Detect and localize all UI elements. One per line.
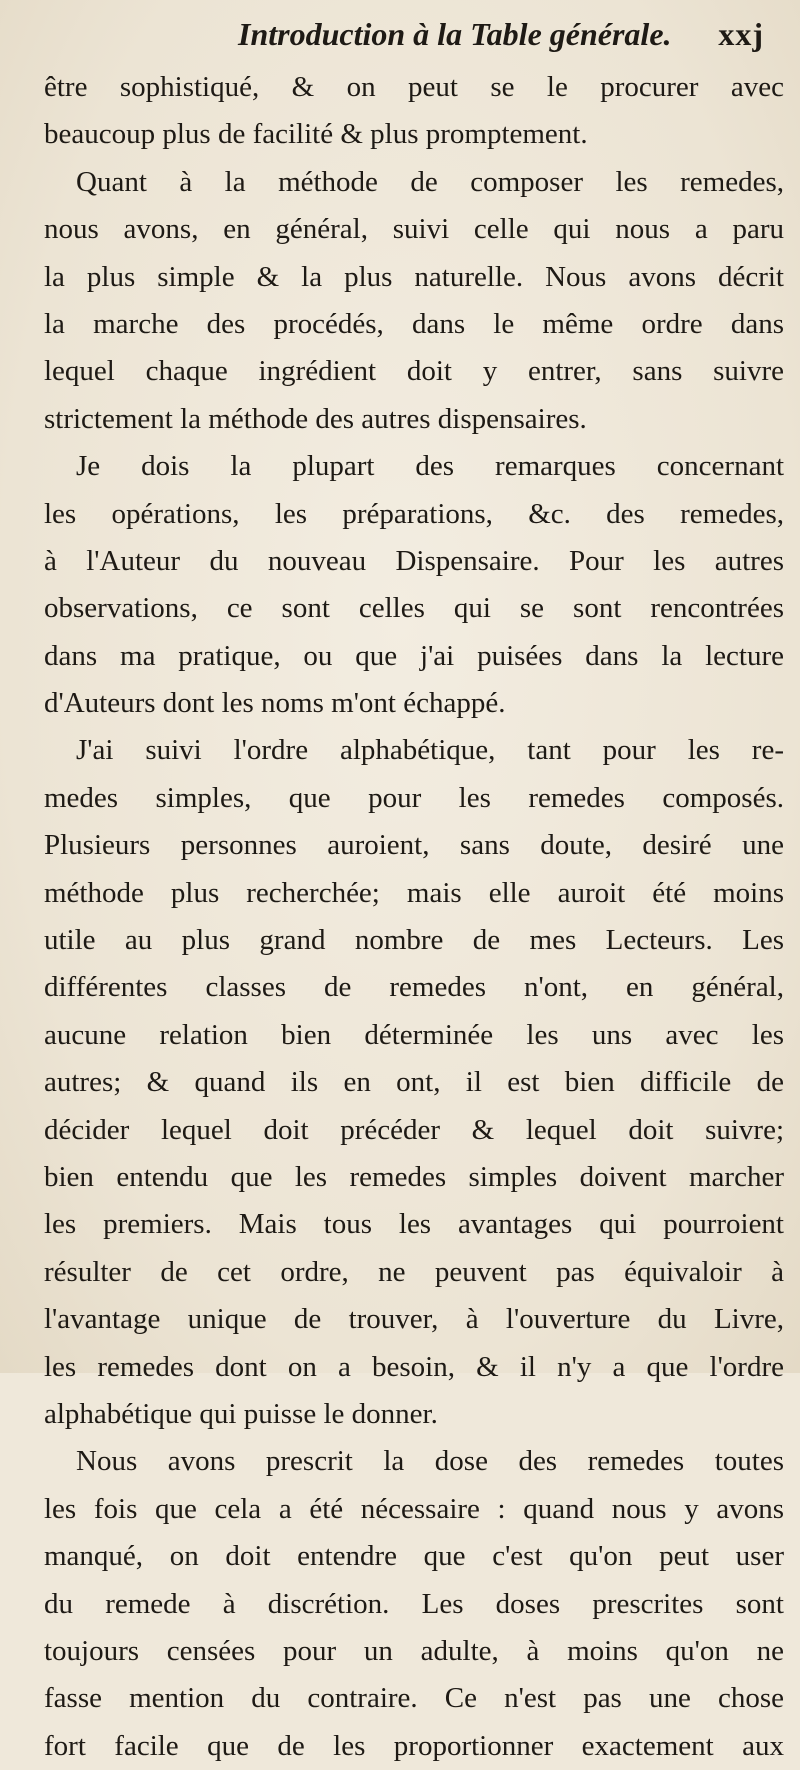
text-line: d'Auteurs dont les noms m'ont échappé. bbox=[44, 687, 506, 720]
text-line: dans ma pratique, ou que j'ai puisées dans la lecture bbox=[44, 639, 784, 672]
text-line: la marche des procédés, dans le même ordre dans bbox=[44, 307, 784, 340]
text-line: autres; & quand ils en ont, il est bien difficile de bbox=[44, 1066, 784, 1099]
text-line: nous avons, en général, suivi celle qui nous a paru bbox=[44, 213, 784, 246]
running-title: Introduction à la Table générale. bbox=[238, 16, 672, 52]
text-line: beaucoup plus de facilité & plus promptement. bbox=[44, 118, 588, 151]
text-line: toujours censées pour un adulte, à moins qu'on ne bbox=[44, 1634, 784, 1667]
text-line: strictement la méthode des autres dispensaires. bbox=[44, 402, 587, 435]
text-line: lequel chaque ingrédient doit y entrer, sans suivre bbox=[44, 355, 784, 388]
text-line: Plusieurs personnes auroient, sans doute, desiré une bbox=[44, 829, 784, 862]
text-line: l'avantage unique de trouver, à l'ouverture du Livre, bbox=[44, 1303, 784, 1336]
text-line: utile au plus grand nombre de mes Lecteurs. Les bbox=[44, 924, 784, 957]
text-line: manqué, on doit entendre que c'est qu'on peut user bbox=[44, 1540, 784, 1573]
text-line: du remede à discrétion. Les doses prescrites sont bbox=[44, 1587, 784, 1620]
text-line: observations, ce sont celles qui se sont rencontrées bbox=[44, 592, 784, 625]
text-line: résulter de cet ordre, ne peuvent pas équivaloir à bbox=[44, 1255, 784, 1288]
text-line: méthode plus recherchée; mais elle auroit été moins bbox=[44, 876, 784, 909]
text-line: J'ai suivi l'ordre alphabétique, tant pour les re- bbox=[76, 734, 784, 767]
text-line: les opérations, les préparations, &c. des remedes, bbox=[44, 497, 784, 530]
text-line: alphabétique qui puisse le donner. bbox=[44, 1397, 438, 1430]
text-line: fasse mention du contraire. Ce n'est pas une chose bbox=[44, 1682, 784, 1715]
text-line: fort facile que de les proportionner exactement aux bbox=[44, 1729, 784, 1762]
text-line: les premiers. Mais tous les avantages qui pourroient bbox=[44, 1208, 784, 1241]
page-number: xxj bbox=[718, 16, 764, 52]
text-line: Nous avons prescrit la dose des remedes toutes bbox=[76, 1445, 784, 1478]
text-line: être sophistiqué, & on peut se le procurer avec bbox=[44, 71, 784, 103]
text-line: aucune relation bien déterminée les uns avec les bbox=[44, 1018, 784, 1051]
page-header bbox=[238, 12, 764, 56]
text-line: les remedes dont on a besoin, & il n'y a que l'ordre bbox=[44, 1350, 784, 1383]
text-line: bien entendu que les remedes simples doivent marcher bbox=[44, 1160, 784, 1193]
text-line: les fois que cela a été nécessaire : quand nous y avons bbox=[44, 1492, 784, 1525]
text-line: medes simples, que pour les remedes composés. bbox=[44, 781, 784, 814]
text-line: différentes classes de remedes n'ont, en général, bbox=[44, 971, 784, 1004]
text-line: Quant à la méthode de composer les remedes, bbox=[76, 165, 784, 198]
text-line: décider lequel doit précéder & lequel doit suivre; bbox=[44, 1113, 784, 1146]
text-line: Je dois la plupart des remarques concernant bbox=[76, 450, 784, 483]
body-text bbox=[44, 64, 784, 1770]
text-line: à l'Auteur du nouveau Dispensaire. Pour les autres bbox=[44, 544, 784, 577]
text-line: la plus simple & la plus naturelle. Nous avons décrit bbox=[44, 260, 784, 293]
